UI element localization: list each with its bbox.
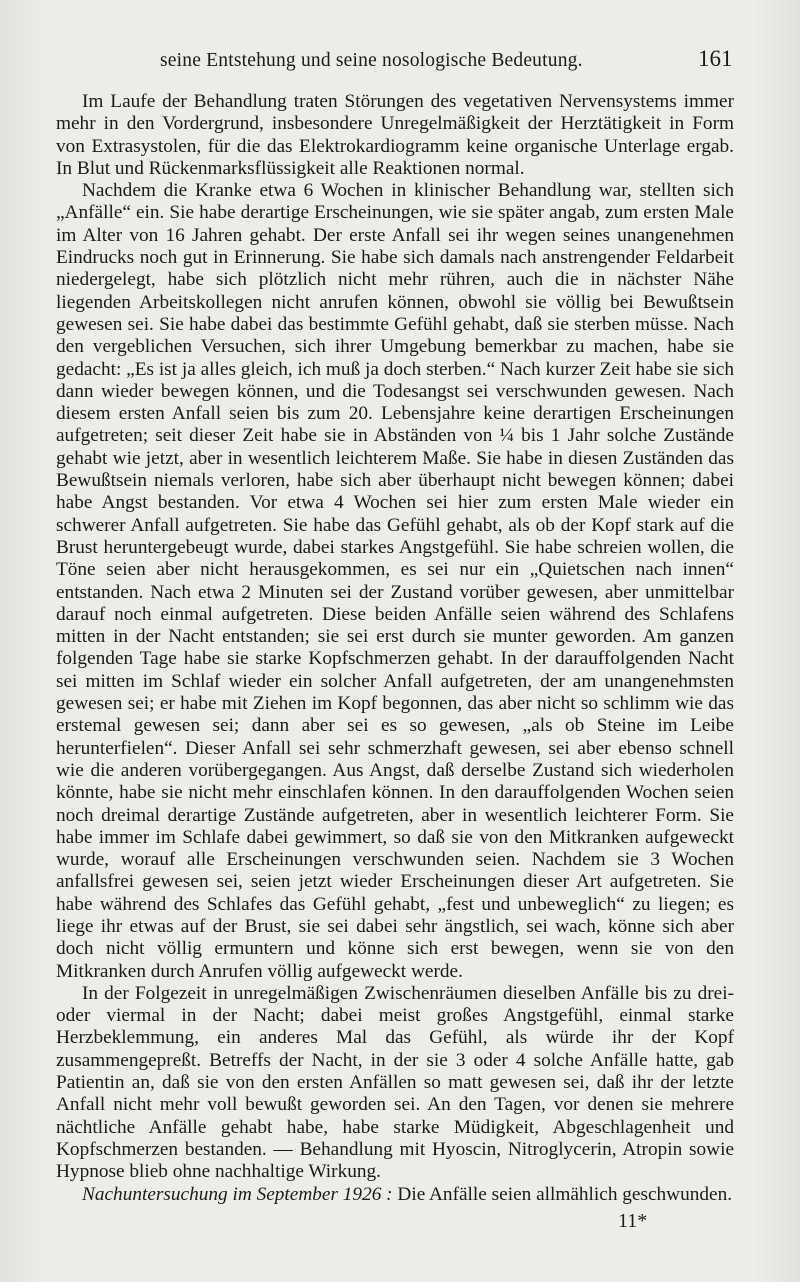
paragraph-attacks: Nachdem die Kranke etwa 6 Wochen in klinischer Behandlung war, stellten sich „Anfälle“ ein. Sie habe derartige Erscheinungen, wie sie später angab, zum ersten Male im Alter von 16 Jahren gehabt. Der erste Anfall sei ihr wegen seines unangenehmen Eindrucks noch gut in Erinnerung. Sie habe sich damals nach anstrengender Feldarbeit niedergelegt, habe sich plötzlich nicht mehr rühren, auch die in nächster Nähe liegenden Arbeitskollegen nicht anrufen können, obwohl sie völlig bei Bewußtsein gewesen sei. Sie habe dabei das bestimmte Gefühl gehabt, daß sie sterben müsse. Nach den vergeblichen Versuchen, sich ihrer Umgebung bemerkbar zu machen, habe sie gedacht: „Es ist ja alles gleich, ich muß ja doch sterben.“ Nach kurzer Zeit habe sie sich dann wieder bewegen können, und die Todesangst sei verschwunden gewesen. Nach diesem ersten Anfall seien bis zum 20. Lebensjahre keine derartigen Erscheinungen aufgetreten; seit dieser Zeit habe sie in Abständen von ¼ bis 1 Jahr solche Zustände gehabt wie jetzt, aber in wesentlich leichterem Maße. Sie habe in diesen Zuständen das Bewußtsein niemals verloren, habe sich aber überhaupt nicht bewegen können; dabei habe Angst bestanden. Vor etwa 4 Wochen sei hier zum ersten Male wieder ein schwerer Anfall aufgetreten. Sie habe das Gefühl gehabt, als ob der Kopf stark auf die Brust heruntergebeugt wurde, dabei starkes Angstgefühl. Sie habe schreien wollen, die Töne seien aber nicht herausgekommen, es sei nur ein „Quietschen nach innen“ entstanden. Nach etwa 2 Minuten sei der Zustand vorüber gewesen, aber unmittelbar darauf noch einmal aufgetreten. Diese beiden Anfälle seien während des Schlafens mitten in der Nacht entstanden; sie sei erst durch sie munter geworden. Am ganzen folgenden Tage habe sie starke Kopfschmerzen gehabt. In der darauffolgenden Nacht sei mitten im Schlaf wieder ein solcher Anfall aufgetreten, der am unangenehmsten gewesen sei; er habe mit Ziehen im Kopf begonnen, das aber nicht so schlimm wie das erstemal gewesen sei; dann aber sei es so gewesen, „als ob Steine im Leibe herunterfielen“. Dieser Anfall sei sehr schmerzhaft gewesen, sei aber ebenso schnell wie die anderen vorübergegangen. Aus Angst, daß derselbe Zustand sich wiederholen könnte, habe sie nicht mehr einschlafen können. In den darauffolgenden Wochen seien noch dreimal derartige Zustände aufgetreten, aber in wesentlich leichterer Form. Sie habe immer im Schlafe dabei gewimmert, so daß sie von den Mitkranken aufgeweckt wurde, worauf alle Erscheinungen verschwunden seien. Nachdem sie 3 Wochen anfallsfrei gewesen sei, seien jetzt wieder Erscheinungen dieser Art aufgetreten. Sie habe während des Schlafes das Gefühl gehabt, „fest und unbeweglich“ zu liegen; es liege ihr etwas auf der Brust, sie sei dabei sehr ängstlich, sei wach, könne sich aber doch nicht völlig ermuntern und könne sich erst bewegen, wenn sie von den Mitkranken durch Anrufen völlig aufgeweckt werde.: [56, 180, 734, 982]
paragraph-followup: In der Folgezeit in unregelmäßigen Zwischenräumen dieselben Anfälle bis zu drei- oder viermal in der Nacht; dabei meist großes Angstgefühl, einmal starke Herzbeklemmung, ein anderes Mal das Gefühl, als würde ihr der Kopf zusammengepreßt. Betreffs der Nacht, in der sie 3 oder 4 solche Anfälle hatte, gab Patientin an, daß sie von den ersten Anfällen so matt gewesen sei, daß ihr der letzte Anfall nicht mehr voll bewußt geworden sei. An den Tagen, vor denen sie mehrere nächtliche Anfälle gehabt habe, habe starke Müdigkeit, Abgeschlagenheit und Kopfschmerzen bestanden. — Behandlung mit Hyoscin, Nitroglycerin, Atropin sowie Hypnose blieb ohne nachhaltige Wirkung.: [56, 982, 734, 1183]
running-title: seine Entstehung und seine nosologische Bedeutung.: [160, 50, 583, 71]
reexamination-label: Nachuntersuchung im September 1926 :: [82, 1183, 393, 1205]
body-text: [56, 91, 734, 1206]
reexamination-text: Die Anfälle seien allmählich geschwunden.: [392, 1183, 733, 1205]
page-number: 161: [698, 46, 733, 71]
paragraph-reexamination: [56, 1184, 734, 1206]
page-header: [0, 46, 800, 78]
signature-mark: 11*: [618, 1210, 648, 1232]
paragraph-treatment: Im Laufe der Behandlung traten Störungen des vegetativen Nervensystems immer mehr in den Vordergrund, insbesondere Unregelmäßigkeit der Herztätigkeit in Form von Extrasystolen, für die das Elektrokardiogramm keine organische Unterlage ergab. In Blut und Rückenmarksflüssigkeit alle Reaktionen normal.: [56, 91, 734, 179]
